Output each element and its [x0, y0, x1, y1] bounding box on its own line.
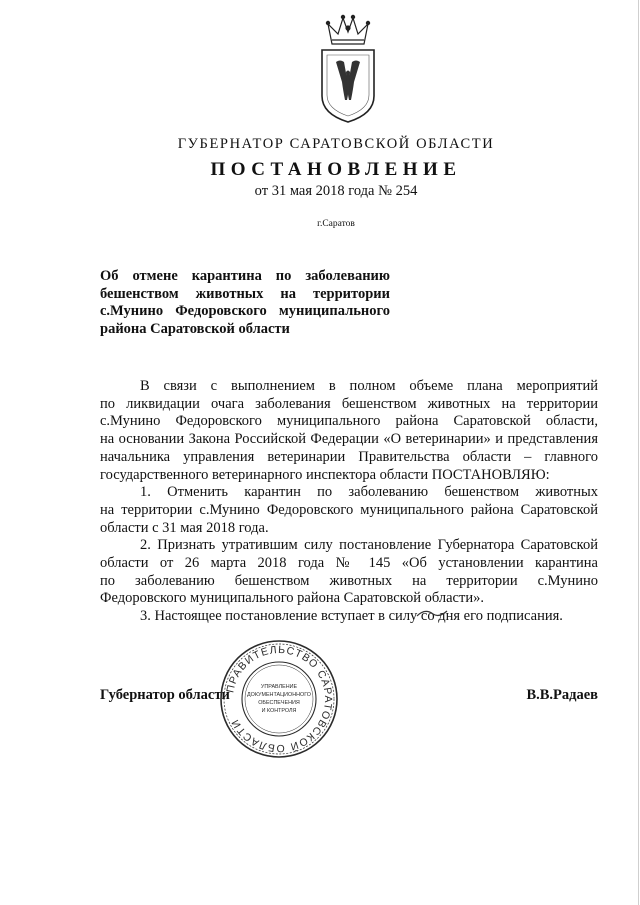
body-line: Федоровского муниципального района Саратовской области». — [100, 590, 484, 607]
document-city: г.Саратов — [317, 219, 355, 229]
document-body — [100, 378, 598, 626]
body-line: по ликвидации очага заболевания бешенством животных на территории — [100, 395, 598, 412]
subject-line: Об отмене карантина по заболеванию — [100, 268, 390, 284]
seal-center-line: УПРАВЛЕНИЕ — [260, 684, 298, 690]
document-subject — [100, 268, 390, 338]
body-line: области с 31 мая 2018 года. — [100, 519, 269, 536]
subject-line: бешенством животных на территории — [100, 285, 390, 302]
saratov-coat-of-arms-icon — [318, 14, 378, 126]
seal-center-line: ОБЕСПЕЧЕНИЯ — [258, 700, 300, 706]
body-line: по заболеванию бешенством животных на территории с.Мунино — [100, 572, 598, 589]
signature-mark-icon — [415, 606, 449, 620]
seal-center-line: ДОКУМЕНТАЦИОННОГО — [247, 692, 311, 698]
subject-line: района Саратовской области — [100, 320, 290, 337]
body-line: 2. Признать утратившим силу постановление Губернатора Саратовской — [140, 537, 598, 554]
signature-title: Губернатор области — [100, 687, 230, 703]
document-date-number: от 31 мая 2018 года № 254 — [254, 183, 418, 199]
body-line: начальника управления ветеринарии Правительства области – главного — [100, 448, 598, 465]
official-seal-icon — [218, 638, 340, 760]
body-line: на территории с.Мунино Федоровского муниципального района Саратовской — [100, 501, 598, 518]
document-type: ПОСТАНОВЛЕНИЕ — [210, 159, 462, 180]
signature-name: В.В.Радаев — [526, 687, 598, 703]
body-line: области от 26 марта 2018 года № 145 «Об установлении карантина — [100, 555, 598, 572]
body-line: 3. Настоящее постановление вступает в силу со дня его подписания. — [140, 608, 563, 625]
organization-title: ГУБЕРНАТОР САРАТОВСКОЙ ОБЛАСТИ — [177, 136, 495, 152]
body-line: с.Мунино Федоровского муниципального района Саратовской области, — [100, 413, 598, 430]
body-line: 1. Отменить карантин по заболеванию бешенством животных — [140, 484, 598, 501]
body-line: на основании Закона Российской Федерации «О ветеринарии» и представления — [100, 431, 598, 448]
seal-ring-text: ПРАВИТЕЛЬСТВО САРАТОВСКОЙ ОБЛАСТИ — [224, 643, 335, 755]
svg-text:ПРАВИТЕЛЬСТВО САРАТОВСКОЙ ОБЛА — [224, 644, 334, 754]
body-line: В связи с выполнением в полном объеме плана мероприятий — [140, 378, 598, 394]
subject-line: с.Мунино Федоровского муниципального — [100, 303, 390, 319]
body-line: государственного ветеринарного инспектора области ПОСТАНОВЛЯЮ: — [100, 466, 550, 483]
seal-center-line: И КОНТРОЛЯ — [261, 708, 297, 714]
